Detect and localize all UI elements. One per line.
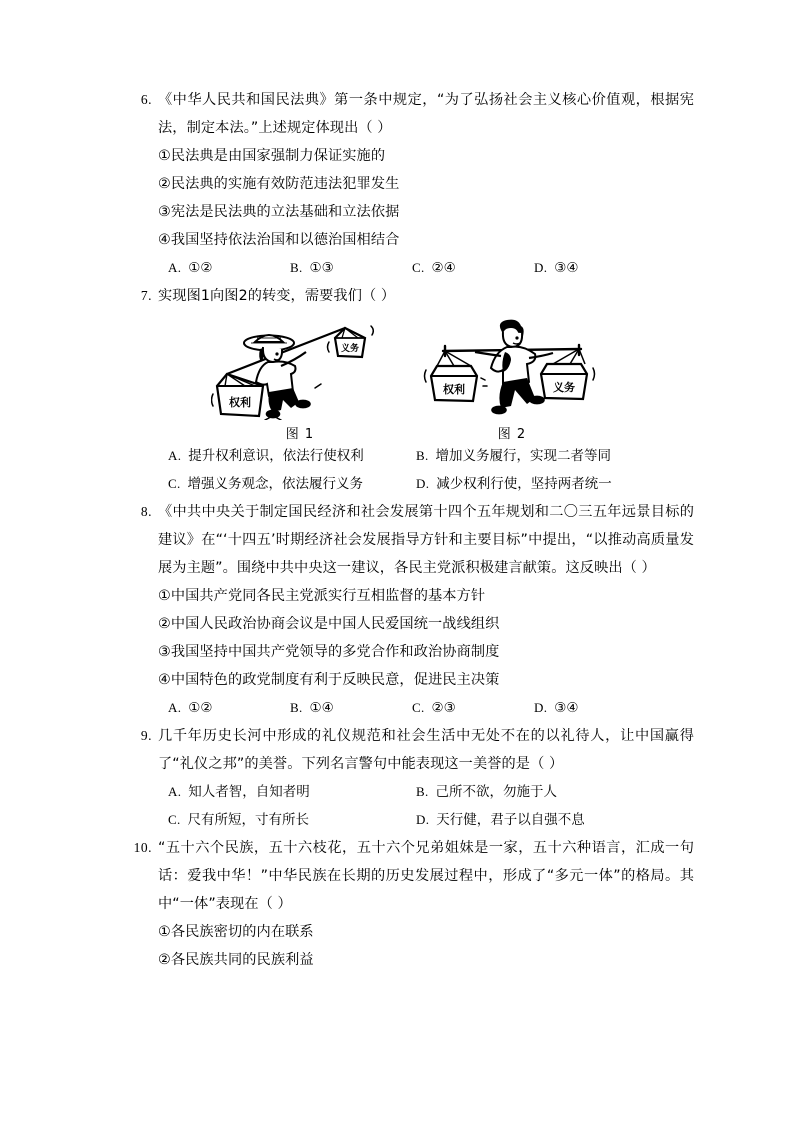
question-8-stem: 《中共中央关于制定国民经济和社会发展第十四个五年规划和二〇三五年远景目标的建议》在“‘十四五’时期经济社会发展指导方针和主要目标”中提出，“以推动高质量发展为主题”。围绕中共中央这一建议，各民主党派积极建言献策。这反映出（ ） xyxy=(158,504,694,576)
question-8-statement-4: ④中国特色的政党制度有利于反映民意，促进民主决策 xyxy=(158,672,500,688)
figure-2-illustration xyxy=(406,314,618,420)
option-b-text: ①④ xyxy=(309,700,334,716)
option-a-text: 提升权利意识，依法行使权利 xyxy=(188,448,364,464)
option-a-label: A. xyxy=(168,260,182,275)
option-b-text: ①③ xyxy=(309,260,334,276)
exam-content xyxy=(112,86,694,974)
question-10 xyxy=(112,834,694,974)
option-c-label: C. xyxy=(168,476,181,491)
svg-text:权利: 权利 xyxy=(443,383,465,396)
question-6-option-c[interactable] xyxy=(412,254,534,282)
question-9-options-row-1 xyxy=(158,778,694,806)
option-a-label: A. xyxy=(168,448,182,463)
figure-1-illustration xyxy=(194,314,406,420)
question-6-option-a[interactable] xyxy=(168,254,290,282)
option-d-text: 减少权利行使，坚持两者统一 xyxy=(436,476,612,492)
option-d-label: D. xyxy=(416,476,430,491)
figure-1 xyxy=(194,314,406,442)
option-d-text: ③④ xyxy=(554,260,579,276)
option-d-label: D. xyxy=(534,700,548,715)
question-10-statement-1: ①各民族密切的内在联系 xyxy=(158,924,314,940)
option-b-label: B. xyxy=(416,448,429,463)
option-c-label: C. xyxy=(168,812,181,827)
option-b-label: B. xyxy=(416,784,429,799)
question-8-options xyxy=(158,694,694,722)
question-6-option-b[interactable] xyxy=(290,254,412,282)
question-6 xyxy=(112,86,694,282)
option-a-label: A. xyxy=(168,700,182,715)
option-a-text: 知人者智，自知者明 xyxy=(188,784,310,800)
question-6-options xyxy=(158,254,694,282)
question-8-number: 8. xyxy=(140,504,152,519)
question-8-statement-1: ①中国共产党同各民主党派实行互相监督的基本方针 xyxy=(158,588,486,604)
question-7 xyxy=(112,282,694,498)
option-c-text: ②④ xyxy=(431,260,456,276)
question-8-option-b[interactable] xyxy=(290,694,412,722)
option-a-text: ①② xyxy=(188,260,213,276)
svg-text:权利: 权利 xyxy=(229,396,251,409)
question-7-option-d[interactable] xyxy=(416,470,664,498)
question-9 xyxy=(112,722,694,834)
figure-2 xyxy=(406,314,618,442)
question-9-number: 9. xyxy=(140,728,152,743)
question-7-stem: 实现图1向图2的转变，需要我们（ ） xyxy=(158,288,396,304)
question-7-option-c[interactable] xyxy=(168,470,416,498)
question-9-option-c[interactable] xyxy=(168,806,416,834)
question-6-option-d[interactable] xyxy=(534,254,656,282)
figure-1-caption: 图 1 xyxy=(285,427,315,442)
question-7-options-row-1 xyxy=(158,442,694,470)
option-b-text: 增加义务履行，实现二者等同 xyxy=(435,448,612,464)
option-d-text: 天行健，君子以自强不息 xyxy=(436,812,585,828)
option-c-label: C. xyxy=(412,700,425,715)
question-7-options-row-2 xyxy=(158,470,694,498)
question-6-statement-2: ②民法典的实施有效防范违法犯罪发生 xyxy=(158,176,400,192)
question-7-figures xyxy=(158,314,694,442)
question-8-statement-2: ②中国人民政治协商会议是中国人民爱国统一战线组织 xyxy=(158,616,500,632)
question-10-statement-2: ②各民族共同的民族利益 xyxy=(158,952,314,968)
option-d-label: D. xyxy=(416,812,430,827)
question-9-stem: 几千年历史长河中形成的礼仪规范和社会生活中无处不在的以礼待人，让中国赢得了“礼仪之邦”的美誉。下列名言警句中能表现这一美誉的是（ ） xyxy=(158,728,694,772)
option-b-text: 己所不欲，勿施于人 xyxy=(435,784,558,800)
question-7-number: 7. xyxy=(140,288,152,303)
question-10-number: 10. xyxy=(133,840,152,855)
question-6-statement-4: ④我国坚持依法治国和以德治国相结合 xyxy=(158,232,400,248)
question-8-option-d[interactable] xyxy=(534,694,656,722)
option-a-label: A. xyxy=(168,784,182,799)
question-7-option-b[interactable] xyxy=(416,442,664,470)
question-9-option-b[interactable] xyxy=(416,778,664,806)
question-10-stem: “五十六个民族，五十六枝花，五十六个兄弟姐妹是一家，五十六种语言，汇成一句话：爱我中华！”中华民族在长期的历史发展过程中，形成了“多元一体”的格局。其中“一体”表现在（ ） xyxy=(158,840,694,912)
option-d-text: ③④ xyxy=(554,700,579,716)
figure-2-caption: 图 2 xyxy=(497,427,527,442)
question-8-option-a[interactable] xyxy=(168,694,290,722)
question-6-statement-3: ③宪法是民法典的立法基础和立法依据 xyxy=(158,204,400,220)
option-c-text: 尺有所短，寸有所长 xyxy=(187,812,310,828)
option-b-label: B. xyxy=(290,260,303,275)
question-7-option-a[interactable] xyxy=(168,442,416,470)
option-c-label: C. xyxy=(412,260,425,275)
svg-text:义务: 义务 xyxy=(340,344,360,354)
svg-text:义务: 义务 xyxy=(553,381,575,394)
question-9-option-a[interactable] xyxy=(168,778,416,806)
question-6-stem: 《中华人民共和国民法典》第一条中规定，“为了弘扬社会主义核心价值观，根据宪法，制定本法。”上述规定体现出（ ） xyxy=(158,92,694,136)
question-6-statement-1: ①民法典是由国家强制力保证实施的 xyxy=(158,148,386,164)
option-d-label: D. xyxy=(534,260,548,275)
option-c-text: 增强义务观念，依法履行义务 xyxy=(187,476,364,492)
question-8-option-c[interactable] xyxy=(412,694,534,722)
option-a-text: ①② xyxy=(188,700,213,716)
question-8-statement-3: ③我国坚持中国共产党领导的多党合作和政治协商制度 xyxy=(158,644,500,660)
option-b-label: B. xyxy=(290,700,303,715)
question-8 xyxy=(112,498,694,722)
question-9-options-row-2 xyxy=(158,806,694,834)
option-c-text: ②③ xyxy=(431,700,456,716)
question-9-option-d[interactable] xyxy=(416,806,664,834)
question-6-number: 6. xyxy=(140,92,152,107)
